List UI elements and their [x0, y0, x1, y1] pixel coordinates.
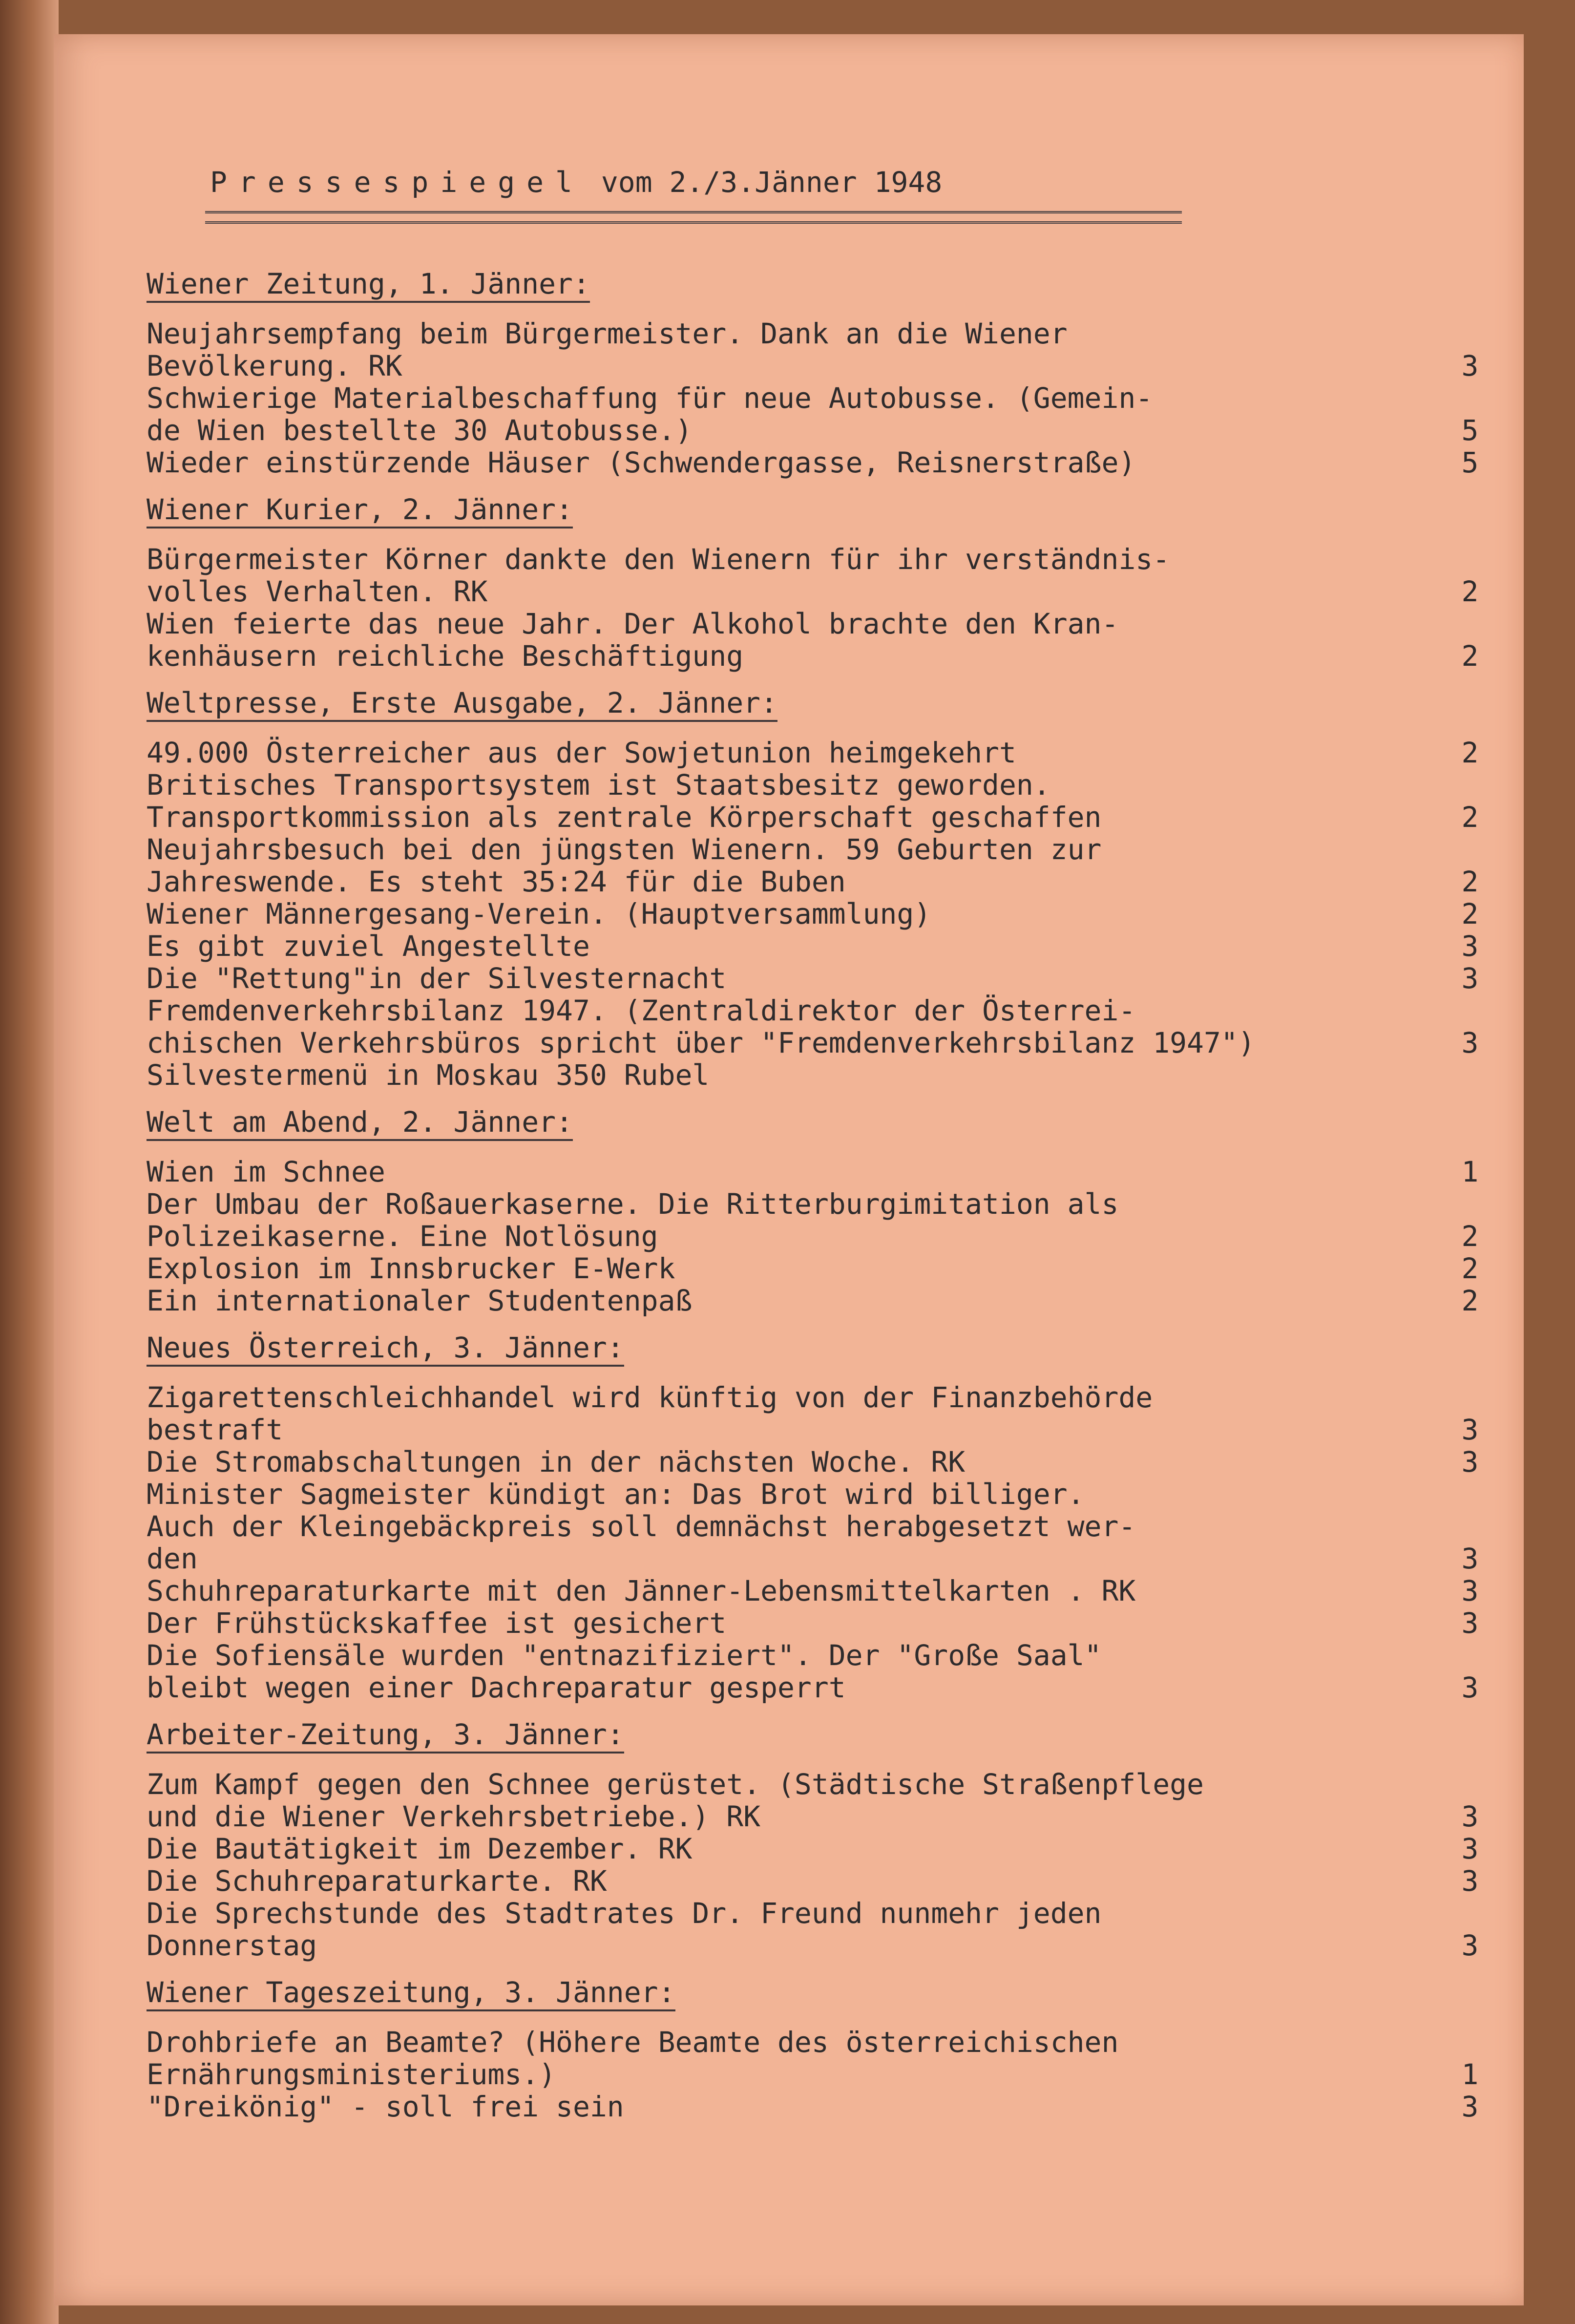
page-number: 1: [1461, 1155, 1479, 1188]
article-entry: [147, 833, 1479, 898]
page-number: 3: [1461, 1864, 1479, 1898]
article-title: Es gibt zuviel Angestellte: [147, 930, 590, 963]
article-title: Zum Kampf gegen den Schnee gerüstet. (Städtische Straßenpflege und die Wiener Verkehrsbetriebe.) RK: [147, 1768, 1204, 1833]
newspaper-section: [147, 493, 1479, 673]
newspaper-section: [147, 1105, 1479, 1317]
section-heading: Neues Österreich, 3. Jänner:: [147, 1331, 624, 1367]
article-entry: [147, 962, 1479, 995]
article-entry: [147, 381, 1479, 447]
page-number: 3: [1461, 930, 1479, 963]
newspaper-section: [147, 1976, 1479, 2123]
article-title: Neujahrsempfang beim Bürgermeister. Dank an die Wiener Bevölkerung. RK: [147, 317, 1068, 382]
article-entry: [147, 1059, 1416, 1091]
article-entry: [147, 446, 1479, 479]
page-number: 3: [1461, 349, 1479, 382]
article-title: Wien feierte das neue Jahr. Der Alkohol brachte den Kran- kenhäusern reichliche Beschäftigung: [147, 607, 1119, 673]
section-heading: Arbeiter-Zeitung, 3. Jänner:: [147, 1718, 624, 1754]
page-number: 2: [1461, 865, 1479, 898]
article-entry: [147, 1187, 1479, 1253]
article-entry: [147, 2026, 1479, 2091]
article-title: Die Sofiensäle wurden "entnazifiziert". Der "Große Saal" bleibt wegen einer Dachreparatur gesperrt: [147, 1639, 1102, 1704]
article-title: Bürgermeister Körner dankte den Wienern für ihr verständnis- volles Verhalten. RK: [147, 543, 1170, 608]
article-entry: [147, 1478, 1479, 1575]
article-entry: [147, 607, 1479, 673]
article-title: "Dreikönig" - soll frei sein: [147, 2090, 624, 2123]
page-number: 2: [1461, 639, 1479, 673]
title-spaced: Pressespiegel: [210, 166, 584, 199]
article-entry: [147, 1897, 1479, 1962]
article-entry: [147, 1864, 1479, 1898]
article-entry: [147, 1574, 1479, 1607]
article-title: Wieder einstürzende Häuser (Schwendergasse, Reisnerstraße): [147, 446, 1136, 479]
article-title: Die Sprechstunde des Stadtrates Dr. Freund nunmehr jeden Donnerstag: [147, 1897, 1102, 1962]
article-entry: [147, 1284, 1479, 1317]
title-underline: [205, 211, 1182, 224]
article-title: Die "Rettung"in der Silvesternacht: [147, 962, 727, 995]
page-number: 3: [1461, 1445, 1479, 1479]
article-entry: [147, 2090, 1479, 2123]
article-title: Drohbriefe an Beamte? (Höhere Beamte des österreichischen Ernährungsministeriums.): [147, 2026, 1119, 2091]
article-title: Britisches Transportsystem ist Staatsbesitz geworden. Transportkommission als zentrale Körperschaft geschaffen: [147, 768, 1102, 834]
page-number: 3: [1461, 1832, 1479, 1865]
page-number: 2: [1461, 736, 1479, 769]
article-title: Minister Sagmeister kündigt an: Das Brot wird billiger. Auch der Kleingebäckpreis soll demnächst herabgesetzt wer- den: [147, 1478, 1136, 1575]
article-entry: [147, 1606, 1479, 1640]
article-entry: [147, 1768, 1479, 1833]
page-number: 3: [1461, 1574, 1479, 1607]
article-title: 49.000 Österreicher aus der Sowjetunion heimgekehrt: [147, 736, 1016, 769]
page-number: 3: [1461, 1671, 1479, 1704]
page-number: 5: [1461, 414, 1479, 447]
newspaper-section: [147, 267, 1479, 479]
page-number: 2: [1461, 801, 1479, 834]
section-heading: Wiener Zeitung, 1. Jänner:: [147, 268, 590, 303]
article-title: Der Umbau der Roßauerkaserne. Die Ritterburgimitation als Polizeikaserne. Eine Notlösung: [147, 1187, 1119, 1253]
article-title: Die Schuhreparaturkarte. RK: [147, 1864, 607, 1898]
article-entry: [147, 897, 1479, 930]
article-title: Schwierige Materialbeschaffung für neue Autobusse. (Gemein- de Wien bestellte 30 Autobusse.): [147, 381, 1153, 447]
newspaper-section: [147, 1331, 1479, 1704]
page-number: 3: [1461, 1606, 1479, 1640]
article-entry: [147, 1445, 1479, 1479]
newspaper-section: [147, 1718, 1479, 1962]
section-heading: Wiener Tageszeitung, 3. Jänner:: [147, 1976, 675, 2011]
article-entry: [147, 1155, 1479, 1188]
article-title: Die Stromabschaltungen in der nächsten Woche. RK: [147, 1445, 966, 1479]
article-entry: [147, 994, 1479, 1059]
page-number: 3: [1461, 1413, 1479, 1446]
title-date: vom 2./3.Jänner 1948: [601, 166, 943, 199]
article-title: Wien im Schnee: [147, 1155, 385, 1188]
page-number: 3: [1461, 1026, 1479, 1059]
article-title: Silvestermenü in Moskau 350 Rubel: [147, 1058, 710, 1092]
article-title: Ein internationaler Studentenpaß: [147, 1284, 693, 1317]
article-entry: [147, 1381, 1479, 1446]
page-number: 3: [1461, 1542, 1479, 1575]
section-heading: Wiener Kurier, 2. Jänner:: [147, 493, 573, 528]
page-number: 1: [1461, 2058, 1479, 2091]
article-title: Fremdenverkehrsbilanz 1947. (Zentraldirektor der Österrei- chischen Verkehrsbüros spricht über "Fremdenverkehrsbilanz 1947"): [147, 994, 1255, 1059]
article-entry: [147, 1639, 1479, 1704]
page-number: 2: [1461, 575, 1479, 608]
page-number: 3: [1461, 1929, 1479, 1962]
article-entry: [147, 736, 1479, 769]
page-number: 5: [1461, 446, 1479, 479]
article-title: Der Frühstückskaffee ist gesichert: [147, 1606, 727, 1640]
section-heading: Weltpresse, Erste Ausgabe, 2. Jänner:: [147, 687, 777, 722]
sections-list: [147, 267, 1479, 2123]
binding-edge: [0, 0, 59, 2324]
article-title: Explosion im Innsbrucker E-Werk: [147, 1252, 675, 1285]
article-title: Schuhreparaturkarte mit den Jänner-Lebensmittelkarten . RK: [147, 1574, 1136, 1607]
page-number: 2: [1461, 1252, 1479, 1285]
article-entry: [147, 1252, 1479, 1285]
article-entry: [147, 543, 1479, 608]
page-number: 2: [1461, 1284, 1479, 1317]
document-title: [210, 166, 1416, 198]
article-entry: [147, 1832, 1479, 1865]
article-title: Zigarettenschleichhandel wird künftig von der Finanzbehörde bestraft: [147, 1381, 1153, 1446]
article-entry: [147, 317, 1479, 382]
section-heading: Welt am Abend, 2. Jänner:: [147, 1106, 573, 1141]
article-title: Die Bautätigkeit im Dezember. RK: [147, 1832, 693, 1865]
newspaper-section: [147, 686, 1479, 1092]
page-number: 3: [1461, 962, 1479, 995]
page-number: 2: [1461, 1220, 1479, 1253]
press-review-content: [147, 166, 1479, 2137]
page-number: 3: [1461, 2090, 1479, 2123]
article-title: Wiener Männergesang-Verein. (Hauptversammlung): [147, 897, 931, 930]
page-number: 2: [1461, 897, 1479, 930]
article-title: Neujahrsbesuch bei den jüngsten Wienern. 59 Geburten zur Jahreswende. Es steht 35:24 für die Buben: [147, 833, 1102, 898]
page-number: 3: [1461, 1800, 1479, 1833]
article-entry: [147, 768, 1479, 834]
article-entry: [147, 930, 1479, 963]
